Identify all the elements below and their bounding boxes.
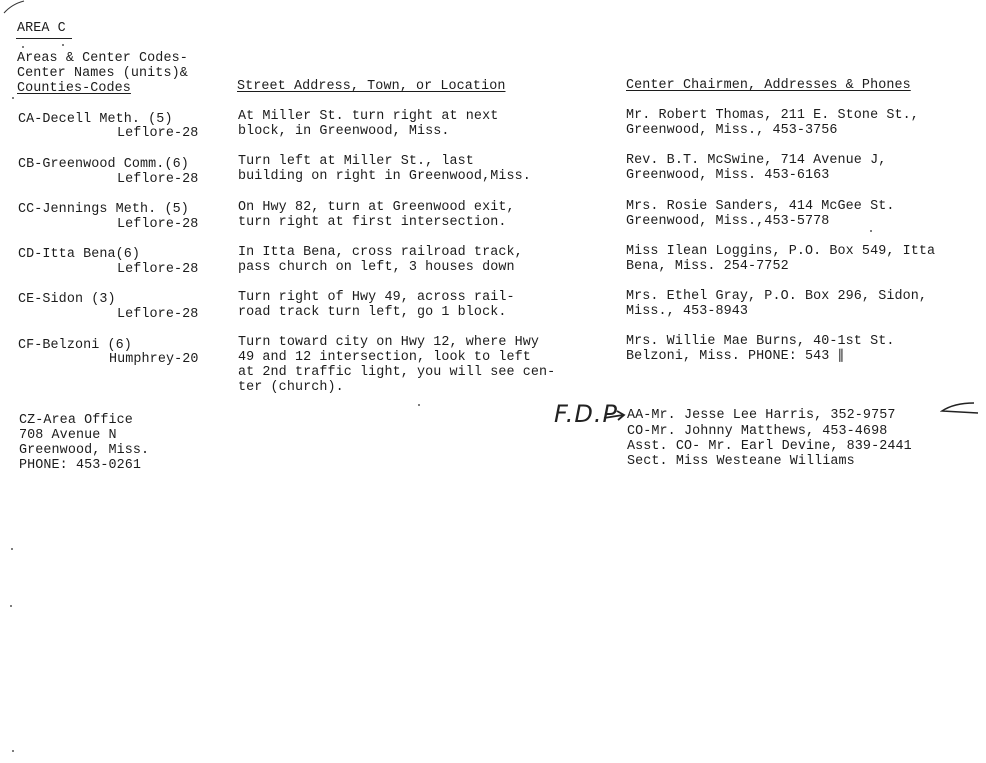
col1-header-line3: Counties-Codes [17,81,131,96]
center-chairman-line: Greenwood, Miss.,453-5778 [626,214,830,229]
col2-header: Street Address, Town, or Location [237,79,506,94]
center-chairman-line: Belzoni, Miss. PHONE: 543 ∥ [626,349,845,364]
scan-speck [418,404,420,406]
center-chairman-line: Miss Ilean Loggins, P.O. Box 549, Itta [626,244,936,259]
center-location-line: building on right in Greenwood,Miss. [238,169,531,184]
center-chairman-line: Greenwood, Miss., 453-3756 [626,123,838,138]
center-county: Leflore-28 [117,172,199,187]
center-location-line: block, in Greenwood, Miss. [238,124,450,139]
scan-speck [12,750,14,752]
center-county: Leflore-28 [117,262,199,277]
center-chairman-line: Bena, Miss. 254-7752 [626,259,789,274]
area-office-line: Greenwood, Miss. [19,443,150,458]
center-name: CD-Itta Bena(6) [18,247,141,262]
corner-mark-icon [2,0,26,16]
center-location-line: In Itta Bena, cross railroad track, [238,245,523,260]
center-location-line: at 2nd traffic light, you will see cen- [238,365,556,380]
center-location-line: turn right at first intersection. [238,215,507,230]
officer-line: Asst. CO- Mr. Earl Devine, 839-2441 [627,439,912,454]
area-office-line: 708 Avenue N [19,428,117,443]
center-county: Leflore-28 [117,126,199,141]
center-name: CF-Belzoni (6) [18,338,132,353]
area-office-line: PHONE: 453-0261 [19,458,142,473]
check-mark-icon [940,401,980,415]
center-location-line: Turn left at Miller St., last [238,154,474,169]
center-chairman-line: Mrs. Willie Mae Burns, 40-1st St. [626,334,895,349]
center-location-line: Turn toward city on Hwy 12, where Hwy [238,335,540,350]
center-location-line: ter (church). [238,380,344,395]
center-chairman-line: Greenwood, Miss. 453-6163 [626,168,830,183]
center-location-line: 49 and 12 intersection, look to left [238,350,531,365]
center-county: Leflore-28 [117,217,199,232]
fdp-handwritten-mark: F.D.P [554,400,618,428]
center-county: Leflore-28 [117,307,199,322]
col3-header: Center Chairmen, Addresses & Phones [626,78,911,93]
center-location-line: road track turn left, go 1 block. [238,305,507,320]
area-title: AREA C [17,21,66,36]
officer-line: CO-Mr. Johnny Matthews, 453-4698 [627,424,888,439]
center-location-line: pass church on left, 3 houses down [238,260,515,275]
center-chairman-line: Rev. B.T. McSwine, 714 Avenue J, [626,153,887,168]
center-location-line: At Miller St. turn right at next [238,109,499,124]
scan-speck [62,44,64,46]
scan-speck [10,605,12,607]
arrow-icon [603,408,627,424]
scan-speck [870,230,872,232]
center-chairman-line: Mrs. Ethel Gray, P.O. Box 296, Sidon, [626,289,928,304]
center-location-line: Turn right of Hwy 49, across rail- [238,290,515,305]
officer-line: AA-Mr. Jesse Lee Harris, 352-9757 [627,408,896,423]
center-name: CB-Greenwood Comm.(6) [18,157,189,172]
center-chairman-line: Mr. Robert Thomas, 211 E. Stone St., [626,108,919,123]
center-county: Humphrey-20 [109,352,199,367]
center-name: CA-Decell Meth. (5) [18,112,173,127]
center-chairman-line: Miss., 453-8943 [626,304,749,319]
center-location-line: On Hwy 82, turn at Greenwood exit, [238,200,515,215]
scan-speck [22,46,24,48]
center-chairman-line: Mrs. Rosie Sanders, 414 McGee St. [626,199,895,214]
col1-header-line1: Areas & Center Codes- [17,51,188,66]
area-title-underline [16,38,72,39]
officer-line: Sect. Miss Westeane Williams [627,454,855,469]
scan-speck [12,97,14,99]
col1-header-line2: Center Names (units)& [17,66,188,81]
scan-speck [11,548,13,550]
center-name: CE-Sidon (3) [18,292,116,307]
center-name: CC-Jennings Meth. (5) [18,202,189,217]
area-office-line: CZ-Area Office [19,413,133,428]
